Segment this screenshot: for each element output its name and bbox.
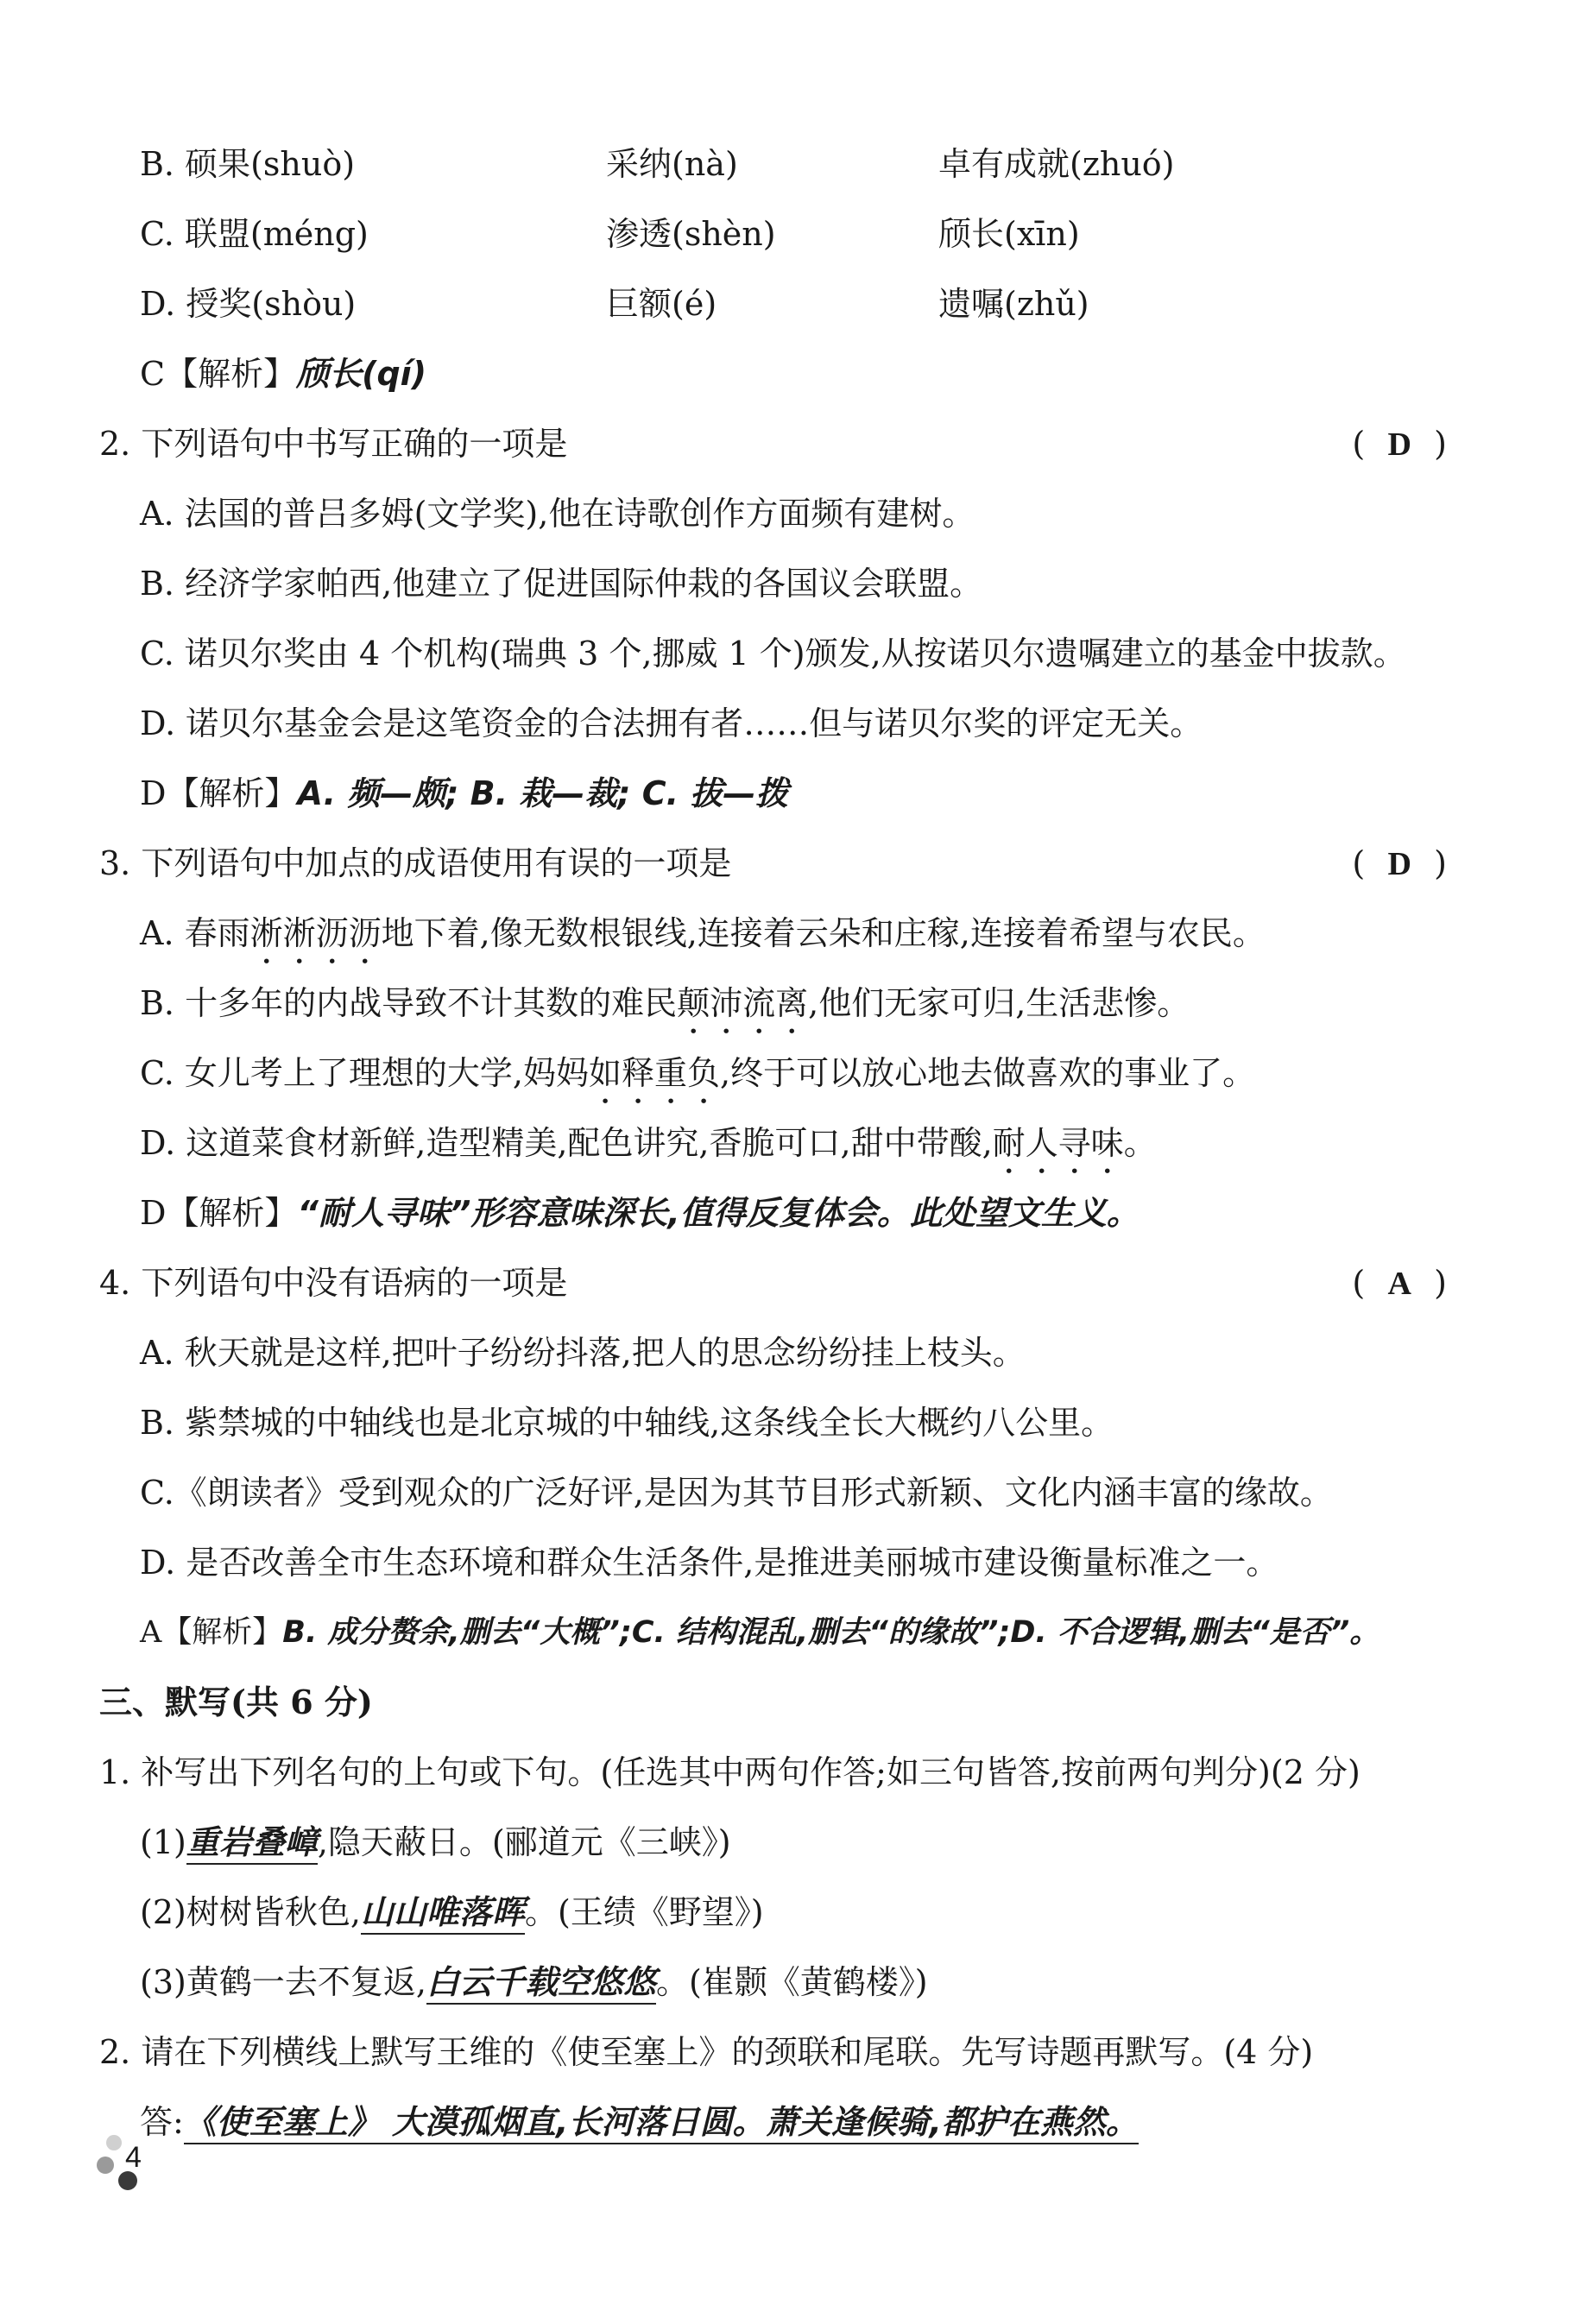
q1-option-d: [140, 283, 1435, 325]
q4-analysis: [140, 1612, 1379, 1653]
q4-stem: 4. 下列语句中没有语病的一项是: [99, 1264, 568, 1302]
q1-c-word2: 渗透(shèn): [606, 215, 776, 253]
q1-option-c: [140, 213, 1435, 255]
q1-d-word2: 巨额(é): [606, 285, 717, 323]
q4-option-a: A. 秋天就是这样,把叶子纷纷抖落,把人的思念纷纷挂上枝头。: [140, 1334, 1026, 1372]
q3-analysis: [140, 1192, 1140, 1234]
q3-option-c: [140, 1052, 1255, 1111]
q1-b-word2: 采纳(nà): [606, 145, 738, 183]
section3-item1: [140, 1822, 731, 1863]
q2-analysis-text: A. 频—颇; B. 栽—裁; C. 拔—拨: [297, 774, 789, 812]
q2-option-b: B. 经济学家帕西,他建立了促进国际仲栽的各国议会联盟。: [140, 565, 983, 603]
section3-q1-stem: 1. 补写出下列名句的上句或下句。(任选其中两句作答;如三句皆答,按前两句判分)(2 分): [99, 1753, 1361, 1791]
q3-b-idiom: 颠沛流离: [677, 984, 809, 1022]
q1-d-word3: 遗嘱(zhǔ): [938, 285, 1089, 323]
q2-answer-box: [1352, 423, 1447, 465]
section3-q2-answer-line: [140, 2101, 1139, 2143]
q4-option-c: C.《朗读者》受到观众的广泛好评,是因为其节目形式新颖、文化内涵丰富的缘故。: [140, 1474, 1333, 1512]
q1-analysis: [140, 353, 426, 395]
q3-b-pre: B. 十多年的内战导致不计其数的难民: [140, 984, 678, 1022]
q3-d-pre: D. 这道菜食材新鲜,造型精美,配色讲究,香脆可口,甜中带酸,: [140, 1124, 993, 1162]
q3-answer-open: (: [1352, 844, 1366, 882]
q3-c-idiom: 如释重负: [588, 1054, 720, 1092]
q3-option-b: [140, 982, 1190, 1041]
section3-item2: [140, 1891, 764, 1933]
q3-d-idiom: 耐人寻味: [992, 1124, 1124, 1162]
q2-option-d: D. 诺贝尔基金会是这笔资金的合法拥有者……但与诺贝尔奖的评定无关。: [140, 704, 1203, 742]
q2-option-a: A. 法国的普吕多姆(文学奖),他在诗歌创作方面频有建树。: [140, 495, 975, 533]
q3-answer-box: [1352, 843, 1447, 885]
q2-answer: D: [1387, 426, 1411, 463]
q1-b-word3: 卓有成就(zhuó): [938, 145, 1175, 183]
section3-q2-stem: 2. 请在下列横线上默写王维的《使至塞上》的颈联和尾联。先写诗题再默写。(4 分): [99, 2033, 1314, 2071]
q2-stem: 2. 下列语句中书写正确的一项是: [99, 425, 568, 463]
q4-answer-open: (: [1352, 1264, 1366, 1302]
section3-item3: [140, 1961, 928, 2003]
q2-answer-close: ): [1434, 425, 1447, 463]
q1-c-word3: 颀长(xīn): [938, 215, 1080, 253]
q1-b-word1: B. 硕果(shuò): [140, 145, 356, 183]
section3-item1-answer: 重岩叠嶂: [186, 1823, 318, 1865]
q2-analysis: [140, 773, 788, 814]
q3-d-post: 。: [1123, 1124, 1157, 1162]
q4-analysis-prefix: A【解析】: [140, 1615, 283, 1650]
q4-option-b: B. 紫禁城的中轴线也是北京城的中轴线,这条线全长大概约八公里。: [140, 1404, 1114, 1442]
q4-answer: A: [1387, 1266, 1411, 1302]
q4-answer-box: [1352, 1262, 1447, 1304]
section3-item2-post: 。(王绩《野望》): [524, 1893, 764, 1931]
section3-item2-answer: 山山唯落晖: [361, 1893, 525, 1935]
q2-answer-open: (: [1352, 425, 1366, 463]
q4-analysis-text: B. 成分赘余,删去“大概”;C. 结构混乱,删去“的缘故”;D. 不合逻辑,删去“是否”。: [282, 1615, 1380, 1650]
q3-option-d: [140, 1122, 1157, 1181]
q1-c-word1: C. 联盟(méng): [140, 215, 369, 253]
q3-option-a: [140, 913, 1266, 971]
q3-stem: 3. 下列语句中加点的成语使用有误的一项是: [99, 844, 732, 882]
q3-analysis-text: “耐人寻味”形容意味深长,值得反复体会。此处望文生义。: [297, 1194, 1140, 1232]
section3-item3-pre: (3)黄鹤一去不复返,: [140, 1963, 426, 2001]
section3-item1-pre: (1): [140, 1823, 186, 1861]
q3-c-pre: C. 女儿考上了理想的大学,妈妈: [140, 1054, 589, 1092]
q2-analysis-prefix: D【解析】: [140, 774, 298, 812]
section3-q2-label: 答:: [140, 2103, 184, 2141]
q4-option-d: D. 是否改善全市生态环境和群众生活条件,是推进美丽城市建设衡量标准之一。: [140, 1544, 1279, 1582]
q1-analysis-prefix: C【解析】: [140, 355, 297, 393]
section3-item3-post: 。(崔颢《黄鹤楼》): [655, 1963, 928, 2001]
q4-answer-close: ): [1434, 1264, 1447, 1302]
section3-item3-answer: 白云千载空悠悠: [426, 1963, 656, 2005]
q3-analysis-prefix: D【解析】: [140, 1194, 298, 1232]
q3-answer-close: ): [1434, 844, 1447, 882]
q1-option-b: [140, 143, 1435, 185]
q3-answer: D: [1387, 846, 1411, 882]
q2-option-c: C. 诺贝尔奖由 4 个机构(瑞典 3 个,挪威 1 个)颁发,从按诺贝尔遗嘱建立的基金中拔款。: [140, 635, 1406, 673]
q3-c-post: ,终于可以放心地去做喜欢的事业了。: [719, 1054, 1256, 1092]
section3-item1-post: ,隐天蔽日。(郦道元《三峡》): [317, 1823, 731, 1861]
section3-item2-pre: (2)树树皆秋色,: [140, 1893, 361, 1931]
section3-title: 三、默写(共 6 分): [99, 1683, 373, 1721]
page-number: 4: [125, 2141, 142, 2174]
q3-b-post: ,他们无家可归,生活悲惨。: [808, 984, 1190, 1022]
q3-a-idiom: 淅淅沥沥: [249, 914, 382, 952]
q1-analysis-text: 颀长(qí): [296, 355, 427, 393]
q3-a-post: 地下着,像无数根银线,连接着云朵和庄稼,连接着希望与农民。: [381, 914, 1266, 952]
q1-d-word1: D. 授奖(shòu): [140, 285, 357, 323]
section3-q2-answer: 《使至塞上》 大漠孤烟直,长河落日圆。萧关逢候骑,都护在燕然。: [184, 2103, 1139, 2144]
q3-a-pre: A. 春雨: [140, 914, 250, 952]
